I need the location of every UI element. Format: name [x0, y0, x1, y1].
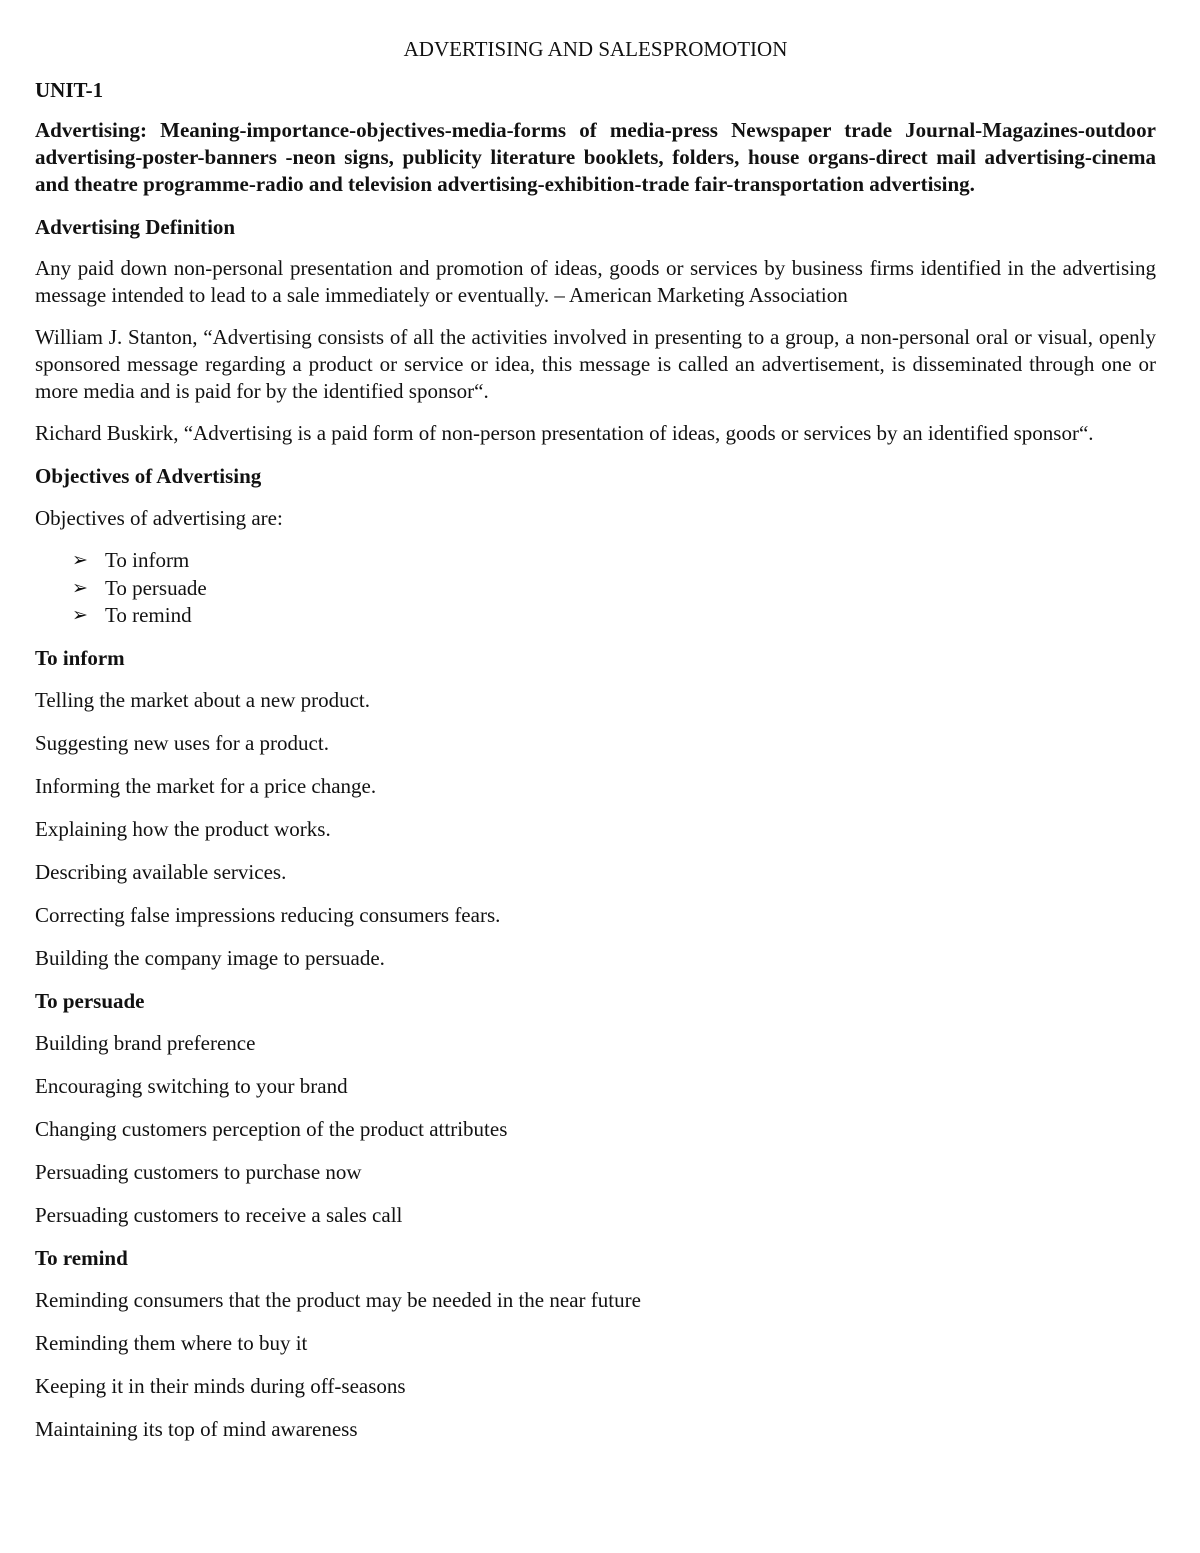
inform-item: Explaining how the product works. [35, 816, 331, 841]
list-item-label: To inform [105, 548, 190, 572]
list-item-label: To remind [105, 603, 192, 627]
remind-item: Reminding them where to buy it [35, 1330, 308, 1355]
remind-item: Maintaining its top of mind awareness [35, 1416, 358, 1441]
inform-heading: To inform [35, 645, 125, 670]
list-item [72, 602, 1156, 630]
arrow-bullet-icon: ➢ [72, 576, 88, 599]
persuade-item: Building brand preference [35, 1030, 256, 1055]
arrow-bullet-icon: ➢ [72, 549, 88, 571]
list-item [72, 547, 1156, 575]
definition-heading: Advertising Definition [35, 215, 236, 239]
definition-paragraph: Any paid down non-personal presentation and promotion of ideas, goods or services by business firms identified in the advertising message intended to lead to a sale immediately or eventually. – American Marketing Association [35, 256, 1156, 307]
persuade-item: Persuading customers to receive a sales call [35, 1202, 403, 1227]
persuade-heading: To persuade [35, 988, 145, 1013]
inform-item: Telling the market about a new product. [35, 687, 371, 712]
list-item [72, 575, 1156, 603]
list-item-label: To persuade [105, 575, 207, 600]
objectives-lead: Objectives of advertising are: [35, 506, 283, 530]
arrow-bullet-icon: ➢ [72, 604, 88, 626]
persuade-item: Persuading customers to purchase now [35, 1159, 362, 1184]
definition-paragraph: William J. Stanton, “Advertising consists of all the activities involved in presenting to a group, a non-personal oral or visual, openly sponsored message regarding a product or service or idea, this message is called an advertisement, is disseminated through one or more media and is paid for by the identified sponsor“. [35, 325, 1156, 403]
remind-item: Reminding consumers that the product may be needed in the near future [35, 1287, 641, 1312]
inform-item: Building the company image to persuade. [35, 945, 385, 970]
definition-paragraph: Richard Buskirk, “Advertising is a paid form of non-person presentation of ideas, goods or services by an identified sponsor“. [35, 421, 1094, 445]
inform-item: Correcting false impressions reducing consumers fears. [35, 902, 501, 927]
objectives-heading: Objectives of Advertising [35, 464, 262, 488]
unit-intro: Advertising: Meaning-importance-objectives-media-forms of media-press Newspaper trade Journal-Magazines-outdoor advertising-poster-banners -neon signs, publicity literature booklets, folders, house organs-direct mail advertising-cinema and theatre programme-radio and television advertising-exhibition-trade fair-transportation advertising. [35, 118, 1156, 196]
remind-heading: To remind [35, 1245, 128, 1270]
unit-heading: UNIT-1 [35, 78, 104, 102]
remind-item: Keeping it in their minds during off-seasons [35, 1373, 406, 1398]
document-title: ADVERTISING AND SALESPROMOTION [403, 37, 788, 61]
persuade-item: Encouraging switching to your brand [35, 1073, 348, 1098]
persuade-item: Changing customers perception of the product attributes [35, 1116, 508, 1141]
objectives-list [35, 547, 1156, 630]
inform-item: Suggesting new uses for a product. [35, 730, 329, 755]
inform-item: Describing available services. [35, 859, 287, 884]
inform-item: Informing the market for a price change. [35, 773, 377, 798]
